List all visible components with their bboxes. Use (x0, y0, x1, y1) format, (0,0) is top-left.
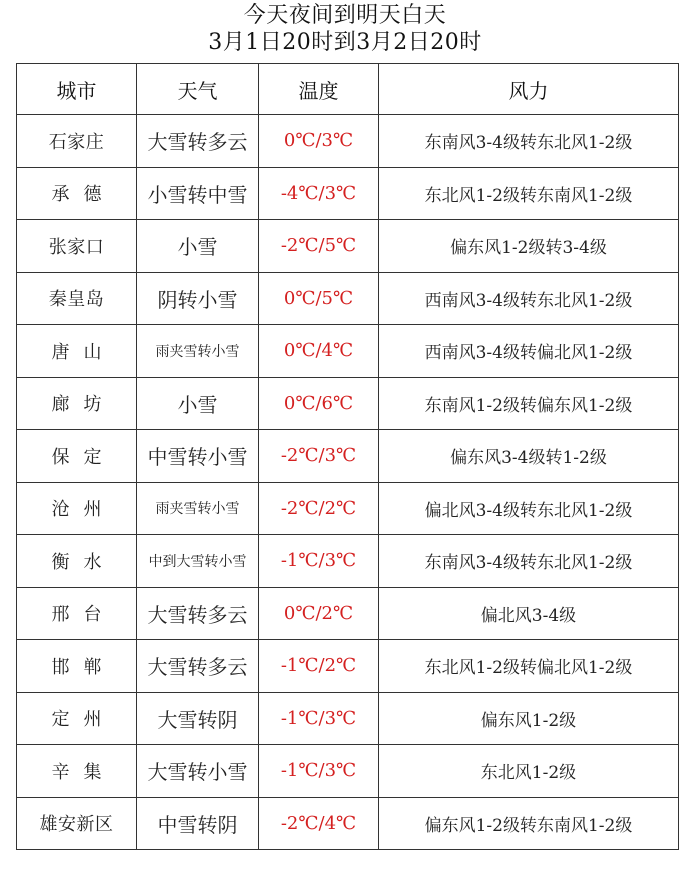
city-cell: 承德 (17, 167, 137, 220)
weather-cell: 中雪转阴 (137, 797, 259, 850)
column-header-wind: 风力 (379, 64, 679, 115)
temperature-cell: -2℃/2℃ (259, 482, 379, 535)
weather-cell: 中雪转小雪 (137, 430, 259, 483)
table-row (17, 797, 679, 850)
table-row (17, 220, 679, 273)
wind-cell: 偏东风1-2级 (379, 692, 679, 745)
city-cell: 秦皇岛 (17, 272, 137, 325)
wind-cell: 西南风3-4级转偏北风1-2级 (379, 325, 679, 378)
weather-cell: 大雪转多云 (137, 640, 259, 693)
table-row (17, 745, 679, 798)
temperature-cell: -4℃/3℃ (259, 167, 379, 220)
city-cell: 雄安新区 (17, 797, 137, 850)
city-cell: 定州 (17, 692, 137, 745)
city-cell: 张家口 (17, 220, 137, 273)
wind-cell: 东北风1-2级转东南风1-2级 (379, 167, 679, 220)
column-header-temperature: 温度 (259, 64, 379, 115)
table-row (17, 640, 679, 693)
wind-cell: 西南风3-4级转东北风1-2级 (379, 272, 679, 325)
forecast-table-header (17, 64, 679, 115)
city-cell: 辛集 (17, 745, 137, 798)
city-cell: 廊坊 (17, 377, 137, 430)
table-row (17, 482, 679, 535)
table-row (17, 115, 679, 168)
temperature-cell: -1℃/2℃ (259, 640, 379, 693)
wind-cell: 东北风1-2级 (379, 745, 679, 798)
temperature-cell: -2℃/5℃ (259, 220, 379, 273)
temperature-cell: 0℃/3℃ (259, 115, 379, 168)
weather-cell: 中到大雪转小雪 (137, 535, 259, 588)
temperature-cell: -2℃/3℃ (259, 430, 379, 483)
wind-cell: 偏东风3-4级转1-2级 (379, 430, 679, 483)
temperature-cell: -2℃/4℃ (259, 797, 379, 850)
table-row (17, 167, 679, 220)
city-cell: 邢台 (17, 587, 137, 640)
temperature-cell: 0℃/4℃ (259, 325, 379, 378)
forecast-table-body (17, 115, 679, 850)
weather-cell: 阴转小雪 (137, 272, 259, 325)
city-cell: 沧州 (17, 482, 137, 535)
weather-cell: 小雪 (137, 220, 259, 273)
header-time-range: 3月1日20时到3月2日20时 (208, 30, 482, 55)
temperature-cell: 0℃/5℃ (259, 272, 379, 325)
weather-cell: 大雪转多云 (137, 587, 259, 640)
weather-cell: 大雪转多云 (137, 115, 259, 168)
table-row (17, 325, 679, 378)
table-row (17, 535, 679, 588)
city-cell: 唐山 (17, 325, 137, 378)
wind-cell: 东南风1-2级转偏东风1-2级 (379, 377, 679, 430)
table-row (17, 377, 679, 430)
forecast-table (16, 63, 679, 850)
temperature-cell: 0℃/6℃ (259, 377, 379, 430)
document-header (0, 2, 690, 56)
weather-cell: 大雪转阴 (137, 692, 259, 745)
table-row (17, 692, 679, 745)
weather-cell: 雨夹雪转小雪 (137, 325, 259, 378)
wind-cell: 偏东风1-2级转东南风1-2级 (379, 797, 679, 850)
weather-cell: 小雪转中雪 (137, 167, 259, 220)
column-header-weather: 天气 (137, 64, 259, 115)
temperature-cell: -1℃/3℃ (259, 692, 379, 745)
weather-cell: 大雪转小雪 (137, 745, 259, 798)
wind-cell: 偏北风3-4级 (379, 587, 679, 640)
wind-cell: 偏东风1-2级转3-4级 (379, 220, 679, 273)
temperature-cell: -1℃/3℃ (259, 745, 379, 798)
table-row (17, 272, 679, 325)
wind-cell: 东南风3-4级转东北风1-2级 (379, 115, 679, 168)
header-title: 今天夜间到明天白天 (243, 3, 447, 28)
weather-cell: 雨夹雪转小雪 (137, 482, 259, 535)
table-row (17, 587, 679, 640)
column-header-city: 城市 (17, 64, 137, 115)
wind-cell: 东北风1-2级转偏北风1-2级 (379, 640, 679, 693)
temperature-cell: 0℃/2℃ (259, 587, 379, 640)
header-row (17, 64, 679, 115)
wind-cell: 东南风3-4级转东北风1-2级 (379, 535, 679, 588)
city-cell: 保定 (17, 430, 137, 483)
city-cell: 衡水 (17, 535, 137, 588)
city-cell: 邯郸 (17, 640, 137, 693)
city-cell: 石家庄 (17, 115, 137, 168)
table-row (17, 430, 679, 483)
temperature-cell: -1℃/3℃ (259, 535, 379, 588)
wind-cell: 偏北风3-4级转东北风1-2级 (379, 482, 679, 535)
weather-cell: 小雪 (137, 377, 259, 430)
